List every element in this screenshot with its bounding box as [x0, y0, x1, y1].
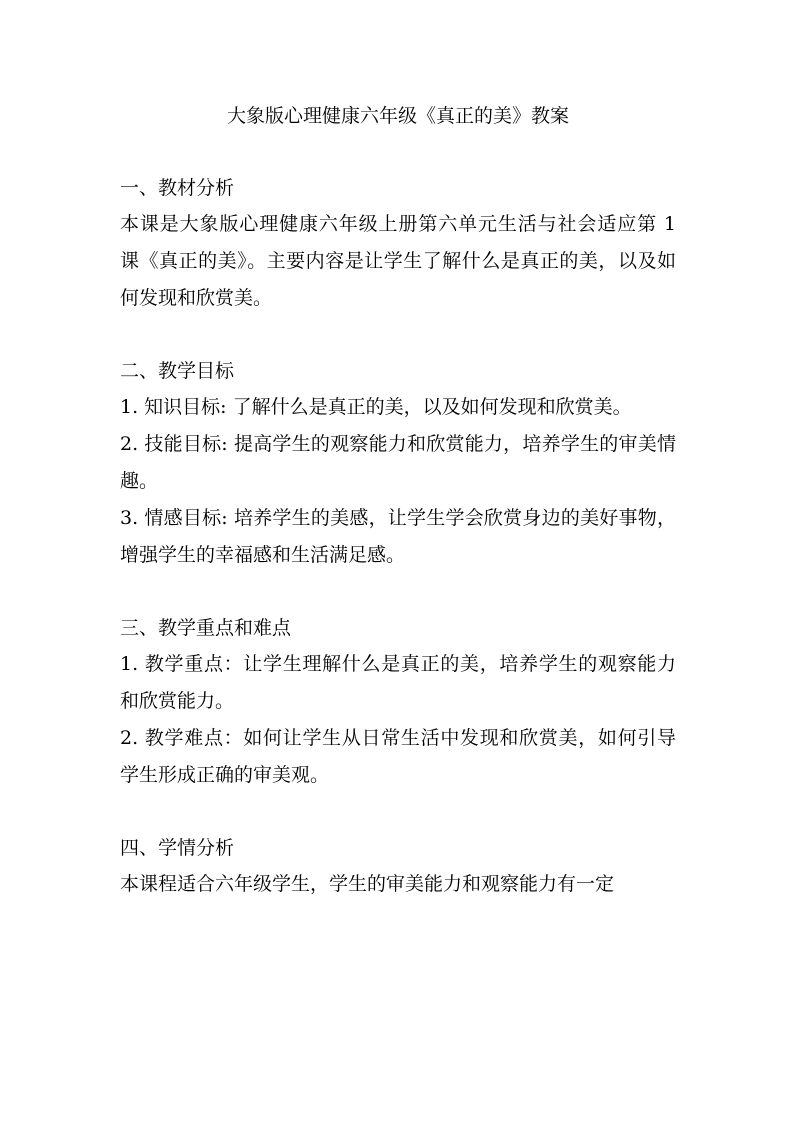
paragraph: 1. 教学重点：让学生理解什么是真正的美，培养学生的观察能力和欣赏能力。 [120, 653, 676, 712]
section-key-points [120, 610, 676, 794]
paragraph: 1. 知识目标: 了解什么是真正的美，以及如何发现和欣赏美。 [120, 396, 632, 418]
section-heading: 四、学情分析 [120, 837, 235, 859]
section-textbook-analysis [120, 170, 676, 317]
section-heading: 一、教材分析 [120, 177, 235, 199]
document-title: 大象版心理健康六年级《真正的美》教案 [226, 105, 569, 127]
section-heading: 二、教学目标 [120, 360, 235, 382]
paragraph: 2. 技能目标: 提高学生的观察能力和欣赏能力，培养学生的审美情趣。 [120, 433, 676, 492]
paragraph: 3. 情感目标: 培养学生的美感，让学生学会欣赏身边的美好事物，增强学生的幸福感和生活满足感。 [120, 507, 676, 566]
section-teaching-objectives [120, 353, 676, 574]
paragraph: 本课程适合六年级学生，学生的审美能力和观察能力有一定 [120, 873, 615, 895]
paragraph: 本课是大象版心理健康六年级上册第六单元生活与社会适应第 1 课《真正的美》。主要内容是让学生了解什么是真正的美，以及如何发现和欣赏美。 [120, 213, 676, 309]
paragraph: 2. 教学难点：如何让学生从日常生活中发现和欣赏美，如何引导学生形成正确的审美观。 [120, 727, 676, 786]
section-student-analysis [120, 830, 676, 903]
section-heading: 三、教学重点和难点 [120, 617, 292, 639]
